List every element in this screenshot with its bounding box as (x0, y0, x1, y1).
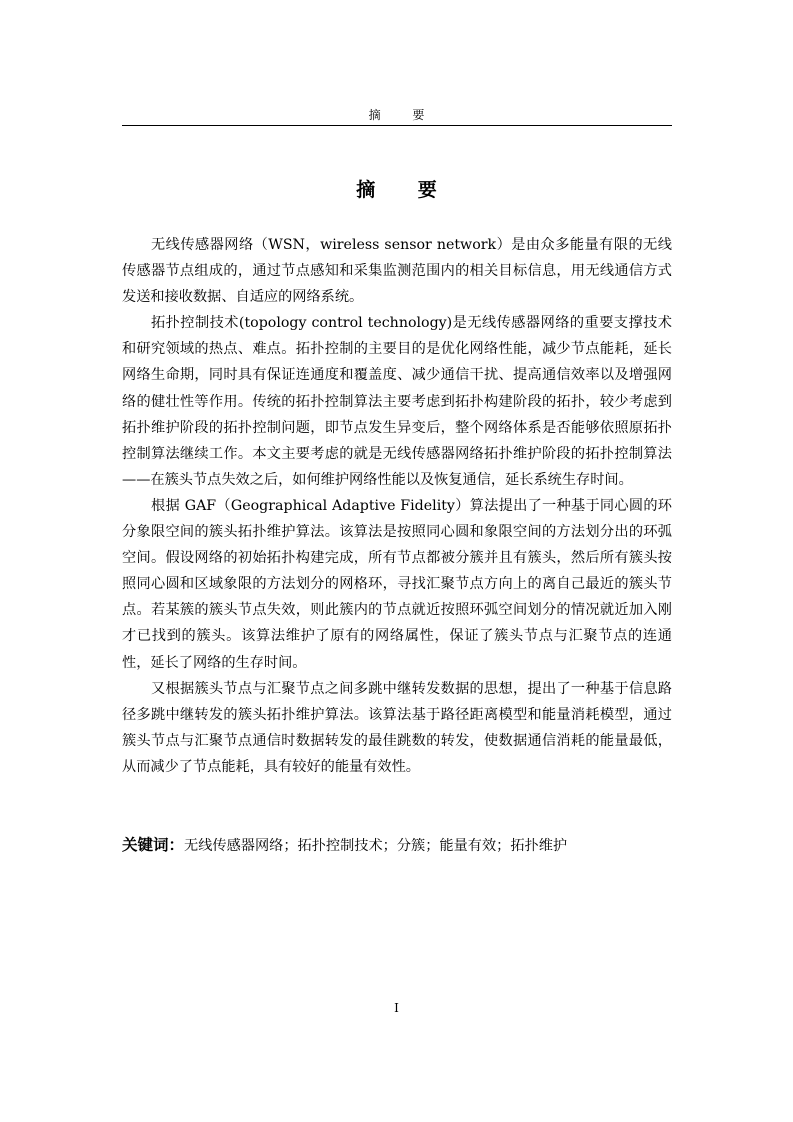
abstract-paragraph-3: 根据 GAF（Geographical Adaptive Fidelity）算法提出了一种基于同心圆的环分象限空间的簇头拓扑维护算法。该算法是按照同心圆和象限空间的方法划分出的环弧空间。假设网络的初始拓扑构建完成，所有节点都被分簇并且有簇头，然后所有簇头按照同心圆和区域象限的方法划分的网格环，寻找汇聚节点方向上的离自己最近的簇头节点。若某簇的簇头节点失效，则此簇内的节点就近按照环弧空间划分的情况就近加入刚才已找到的簇头。该算法维护了原有的网络属性，保证了簇头节点与汇聚节点的连通性，延长了网络的生存时间。 (122, 497, 672, 671)
abstract-paragraph-4: 又根据簇头节点与汇聚节点之间多跳中继转发数据的思想，提出了一种基于信息路径多跳中继转发的簇头拓扑维护算法。该算法基于路径距离模型和能量消耗模型，通过簇头节点与汇聚节点通信时数据转发的最佳跳数的转发，使数据通信消耗的能量最低，从而减少了节点能耗，具有较好的能量有效性。 (122, 680, 672, 775)
page-number: I (394, 1001, 399, 1015)
abstract-paragraph-2: 拓扑控制技术(topology control technology)是无线传感器网络的重要支撑技术和研究领域的热点、难点。拓扑控制的主要目的是优化网络性能，减少节点能耗，延长网络生命期，同时具有保证连通度和覆盖度、减少通信干扰、提高通信效率以及增强网络的健壮性等作用。传统的拓扑控制算法主要考虑到拓扑构建阶段的拓扑，较少考虑到拓扑维护阶段的拓扑控制问题，即节点发生异变后，整个网络体系是否能够依照原拓扑控制算法继续工作。本文主要考虑的就是无线传感器网络拓扑维护阶段的拓扑控制算法——在簇头节点失效之后，如何维护网络性能以及恢复通信，延长系统生存时间。 (122, 315, 672, 488)
page-title: 摘 要 (356, 179, 455, 201)
running-header: 摘 要 (368, 108, 439, 122)
header-divider (122, 125, 672, 126)
keywords-label: 关键词： (122, 836, 185, 854)
keywords-line (122, 832, 672, 859)
abstract-body (122, 232, 672, 780)
abstract-paragraph-1: 无线传感器网络（WSN，wireless sensor network）是由众多能量有限的无线传感器节点组成的，通过节点感知和采集监测范围内的相关目标信息，用无线通信方式发送和接收数据、自适应的网络系统。 (122, 237, 672, 306)
keywords-text: 无线传感器网络；拓扑控制技术；分簇；能量有效；拓扑维护 (184, 838, 568, 854)
